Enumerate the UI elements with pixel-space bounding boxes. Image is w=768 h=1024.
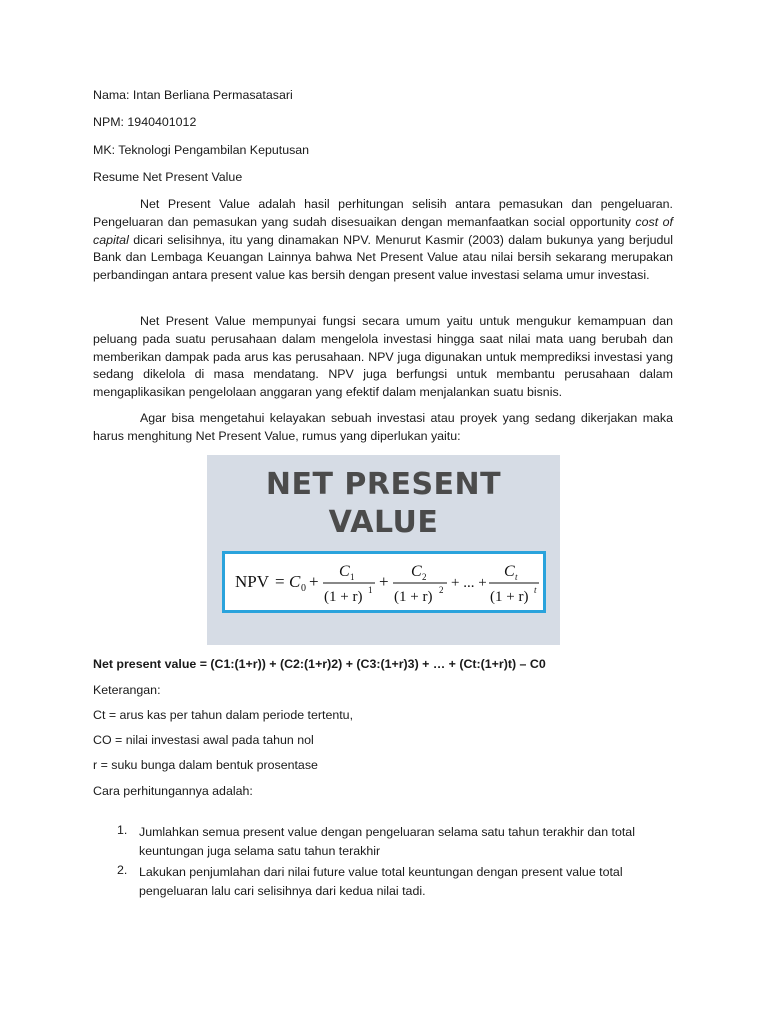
equation-ct: C [504, 563, 515, 580]
equation-exp-t: t [534, 585, 537, 595]
student-npm: NPM: 1940401012 [93, 115, 197, 129]
list-item-text: Jumlahkan semua present value dengan pengeluaran selama satu tahun terakhir dan total keuntungan juga selama satu tahun terakhir [139, 825, 635, 858]
equation-exp-2: 2 [439, 585, 444, 595]
npv-equation [225, 554, 543, 610]
equation-denom-t: (1 + r) [490, 589, 529, 605]
paragraph-function [93, 313, 673, 402]
paragraph-intro-formula [93, 410, 673, 446]
paragraph-intro-formula-text: Agar bisa mengetahui kelayakan sebuah investasi atau proyek yang sedang dikerjakan maka harus menghitung Net Present Value, rumus yang diperlukan yaitu: [93, 411, 673, 443]
equation-c0-sub: 0 [301, 583, 306, 594]
student-name: Nama: Intan Berliana Permasatasari [93, 88, 293, 102]
equation-c0: C [289, 572, 301, 591]
equation-denom-2: (1 + r) [394, 589, 433, 605]
npv-formula-image [207, 455, 560, 645]
paragraph-function-text: Net Present Value mempunyai fungsi secara umum yaitu untuk mengukur kemampuan dan peluang pada suatu perusahaan dalam mengelola investasi hingga saat nilai mata uang berubah dan memberikan dampak pada arus kas perusahaan. NPV juga digunakan untuk memprediksi investasi yang sedang dikelola di masa mendatang. NPV juga berfungsi untuk membantu perusahaan dalam mengaplikasikan pengelolaan anggaran yang efektif dalam menjalankan suatu bisnis. [93, 314, 673, 400]
keterangan-label: Keterangan: [93, 683, 161, 697]
list-item-number: 2. [117, 863, 128, 877]
formula-equation-box [222, 551, 546, 613]
paragraph-definition-part1: Net Present Value adalah hasil perhitungan selisih antara pemasukan dan pengeluaran. Pengeluaran dan pemasukan yang sudah disesuaikan dengan memanfaatkan social opportunity [93, 197, 673, 229]
equation-plus-2: + [379, 572, 389, 591]
list-item-number: 1. [117, 823, 128, 837]
equation-ct-sub: t [515, 572, 518, 582]
paragraph-definition [93, 196, 673, 285]
keterangan-r: r = suku bunga dalam bentuk prosentase [93, 758, 318, 772]
formula-image-title-line1: NET PRESENT [265, 467, 502, 502]
equation-exp-1: 1 [368, 585, 373, 595]
formula-image-title-line2: VALUE [328, 505, 439, 540]
paragraph-definition-italic: cost of capital [93, 214, 673, 247]
keterangan-ct: Ct = arus kas per tahun dalam periode tertentu, [93, 708, 354, 722]
equation-equals: = [275, 572, 285, 591]
keterangan-co: CO = nilai investasi awal pada tahun nol [93, 733, 314, 747]
equation-denom-1: (1 + r) [324, 589, 363, 605]
equation-c1: C [339, 563, 350, 580]
list-item-text: Lakukan penjumlahan dari nilai future value total keuntungan dengan present value total pengeluaran lalu cari selisihnya dari kedua nilai tadi. [139, 865, 623, 898]
cara-label: Cara perhitungannya adalah: [93, 784, 253, 798]
resume-title: Resume Net Present Value [93, 170, 243, 184]
formula-text: Net present value = (C1:(1+r)) + (C2:(1+r)2) + (C3:(1+r)3) + … + (Ct:(1+r)t) – C0 [93, 657, 546, 671]
equation-c2-sub: 2 [422, 572, 427, 582]
paragraph-definition-part2: dicari selisihnya, itu yang dinamakan NPV. Menurut Kasmir (2003) dalam bukunya yang berjudul Bank dan Lembaga Keuangan Lainnya bahwa Net Present Value atau nilai bersih sekarang merupakan perbandingan antara present value kas bersih dengan present value investasi selama umur investasi. [93, 232, 673, 283]
equation-ellipsis: + ... + [451, 575, 487, 591]
equation-c2: C [411, 563, 422, 580]
equation-c1-sub: 1 [350, 572, 355, 582]
course-name: MK: Teknologi Pengambilan Keputusan [93, 143, 310, 157]
equation-plus-1: + [309, 572, 319, 591]
equation-npv: NPV [235, 572, 270, 591]
